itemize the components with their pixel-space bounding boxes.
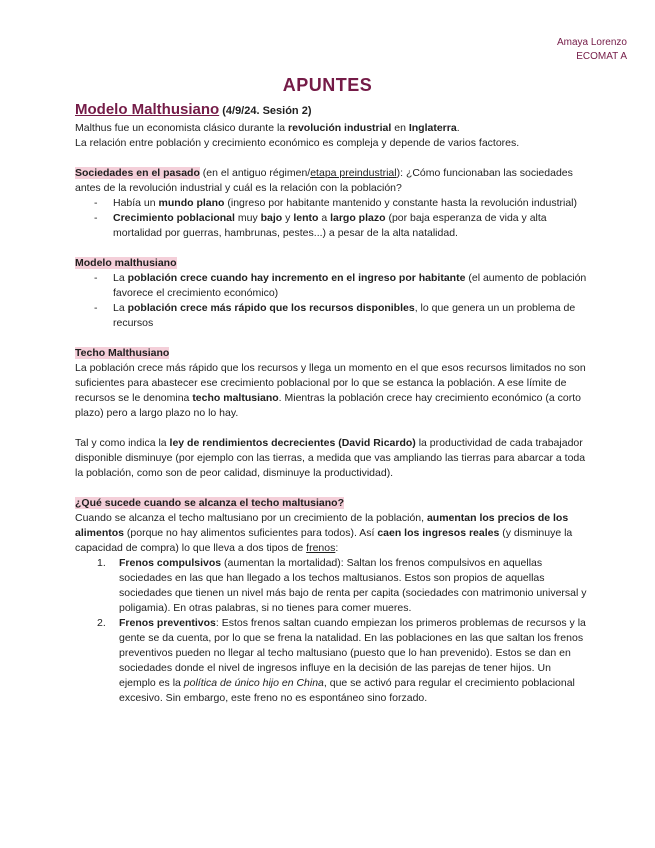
intro-paragraph — [75, 136, 587, 151]
text-run: (ingreso por habitante mantenido y constante hasta la revolución industrial) — [224, 197, 578, 209]
header-author: Amaya Lorenzo — [556, 37, 627, 48]
blank-line — [75, 241, 587, 256]
text-run: población crece cuando hay incremento en el ingreso por habitante — [127, 272, 466, 284]
section-modelo-malthusiano — [75, 256, 587, 271]
text-run: techo maltusiano — [192, 392, 279, 404]
text-run: La — [113, 272, 128, 284]
text-run: Cuando se alcanza el techo maltusiano por un crecimiento de la población, — [75, 512, 427, 524]
text-run: (4/9/24. Sesión 2) — [219, 105, 312, 117]
text-run: bajo — [260, 212, 283, 224]
text-run: en — [391, 122, 409, 134]
text-run: aumentan los precios de los alimentos — [75, 512, 569, 539]
ul-list — [75, 196, 587, 241]
text-run: Crecimiento poblacional — [113, 212, 235, 224]
bullet-marker: - — [94, 212, 98, 224]
section-sociedades-en-el-pasado — [75, 166, 587, 196]
text-run: revolución industrial — [288, 122, 392, 134]
text-run: mundo plano — [158, 197, 225, 209]
text-run: frenos — [306, 542, 336, 554]
section-heading-modelo-malthusiano — [75, 100, 587, 121]
text-run: Inglaterra — [408, 122, 457, 134]
page-header — [557, 36, 627, 64]
list-item — [94, 211, 587, 241]
text-run: La población crece más rápido que los recursos y llega un momento en el que esos recursos limitados no son suficientes para abastecer ese crecimiento poblacional por lo que se estanca la población. A ese límite de recursos se le denomina — [75, 362, 586, 404]
text-run: a — [318, 212, 331, 224]
text-run: etapa preindustrial — [310, 167, 397, 179]
list-item-text — [113, 211, 587, 241]
list-item — [97, 556, 587, 616]
header-course: ECOMAT A — [576, 51, 627, 62]
text-run: Sociedades en el pasado — [75, 167, 200, 179]
list-item-text — [119, 616, 587, 706]
list-item — [94, 196, 587, 211]
text-run: (porque no hay alimentos suficientes para todos). Así — [124, 527, 378, 539]
text-run: largo plazo — [330, 212, 386, 224]
list-item-text — [113, 301, 587, 331]
ul-list — [75, 271, 587, 331]
text-run: , que se activó para regular el crecimiento poblacional excesivo. Sin embargo, este freno no es espontáneo sino forzado. — [119, 677, 575, 704]
paragraph — [75, 361, 587, 421]
text-run: : Estos frenos saltan cuando empiezan los primeros problemas de recursos y la gente se da cuenta, por lo que se frena la natalidad. En las poblaciones en las que saltan los frenos preventivos pueden no llegar al techo maltusiano (puesto que lo han prevenido). Estos se dan en sociedades donde el nivel de ingresos influye en la decisión de las parejas de tener hijos. Un ejemplo es la — [119, 617, 586, 689]
text-run: ley de rendimientos decrecientes (David Ricardo) — [169, 437, 416, 449]
blank-line — [75, 151, 587, 166]
bullet-marker: - — [94, 272, 98, 284]
text-run: ¿Qué sucede cuando se alcanza el techo maltusiano? — [75, 497, 344, 509]
section-techo-malthusiano — [75, 346, 587, 361]
text-run: (y disminuye la capacidad de compra) lo que lleva a dos tipos de — [75, 527, 573, 554]
text-run: (aumentan la mortalidad): Saltan los frenos compulsivos en aquellas sociedades en las que han llegado a los techos maltusianos. Estos son propios de aquellas sociedades que tienen un nivel más bajo de renta per capita (sociedades con matrimonio universal y poligamia). En otras palabras, si no tienes para comer mueres. — [119, 557, 587, 614]
text-run: Tal y como indica la — [75, 437, 170, 449]
number-marker: 1. — [97, 557, 106, 569]
ol-list — [75, 556, 587, 706]
blank-line — [75, 481, 587, 496]
text-run: política de único hijo en China — [183, 677, 324, 689]
text-run: caen los ingresos reales — [377, 527, 500, 539]
text-run: . Mientras la población crece hay crecimiento económico (a corto plazo) pero a largo plazo no lo hay. — [75, 392, 581, 419]
text-run: La — [113, 302, 128, 314]
section-que-sucede-techo — [75, 496, 587, 511]
text-run: . — [456, 122, 460, 134]
text-run: (en el antiguo régimen/ — [199, 167, 311, 179]
blank-line — [75, 421, 587, 436]
list-item-text — [113, 196, 587, 211]
text-run: la productividad de cada trabajador disponible disminuye (por ejemplo con las tierras, a medida que vas ampliando las tierras para abarcar a toda la población, como son de peor calidad, disminuye la productividad). — [75, 437, 586, 479]
text-run: Modelo malthusiano — [75, 257, 177, 269]
list-item — [94, 271, 587, 301]
text-run: Techo Malthusiano — [75, 347, 170, 359]
list-item-text — [119, 556, 587, 616]
bullet-marker: - — [94, 197, 98, 209]
list-item — [97, 616, 587, 706]
text-run: lento — [293, 212, 319, 224]
text-run: muy — [234, 212, 261, 224]
text-run: (el aumento de población favorece el crecimiento económico) — [113, 272, 587, 299]
text-run: Modelo Malthusiano — [75, 101, 220, 118]
text-run: : — [335, 542, 339, 554]
text-run: Frenos compulsivos — [119, 557, 222, 569]
text-run: población crece más rápido que los recursos disponibles — [127, 302, 415, 314]
text-run: Frenos preventivos — [119, 617, 216, 629]
text-run: , lo que genera un un problema de recursos — [113, 302, 576, 329]
document-body — [75, 100, 587, 706]
list-item — [94, 301, 587, 331]
text-run: ): ¿Cómo funcionaban las sociedades antes de la revolución industrial y cuál es la relación con la población? — [75, 167, 573, 194]
text-run: Había un — [113, 197, 159, 209]
page-title: APUNTES — [282, 75, 373, 95]
number-marker: 2. — [97, 617, 106, 629]
text-run: La relación entre población y crecimiento económico es compleja y depende de varios factores. — [75, 137, 520, 149]
text-run: (por baja esperanza de vida y alta mortalidad por guerras, hambrunas, pestes...) a pesar de la alta natalidad. — [113, 212, 547, 239]
text-run: Malthus fue un economista clásico durante la — [75, 122, 289, 134]
paragraph — [75, 511, 587, 556]
bullet-marker: - — [94, 302, 98, 314]
text-run: y — [282, 212, 294, 224]
paragraph — [75, 436, 587, 481]
blank-line — [75, 331, 587, 346]
list-item-text — [113, 271, 587, 301]
intro-paragraph — [75, 121, 587, 136]
